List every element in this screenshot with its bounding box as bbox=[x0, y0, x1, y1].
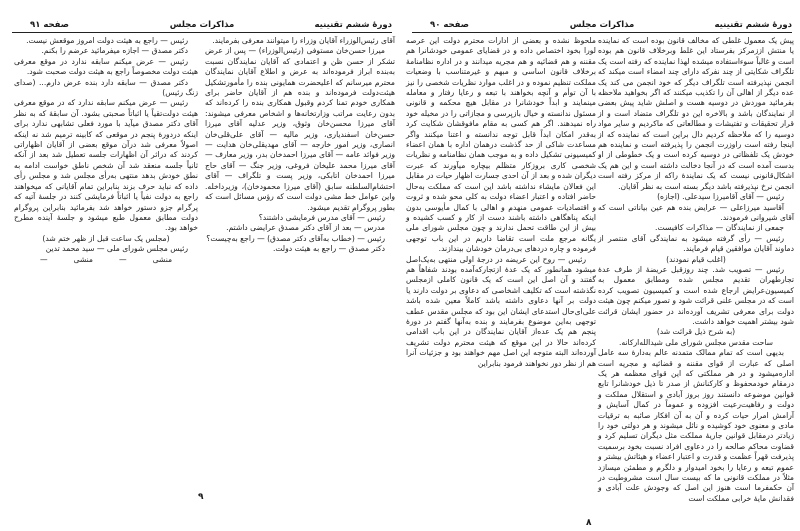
secretary-signatures bbox=[14, 255, 198, 265]
paragraph: رئیس — عرض میکنم سابقه ندارد که در موقع معرفی هیئت دولت‌تقیاً یا اثباتاً صحبتی بشود. آن سابقهٔ که به نظر آقای دکتر مصدق میآید با مورد فعلی تشابهی ندارد برای اینکه دردورهٔ پنجم در موقعی که کابینه ترمیم شد نه اینکه اصولاً معرفی شد درآن موقع بعضی از آقایان اظهاراتی کردند که دراثر آن اظهارات جلسه تعطیل شد بعد از آنکه ثانیاً جلسه منعقد شد آن شخص ناطق خواست ادامه به نطق خودش بدهد منتهی به‌رأی مجلس شد و مجلس رأی داده که نباید حرف بزند بنابراین تمام آقایانی که میخواهند راجع به دولت نفیاً یا اثباتاً فرمایشی کنند در جلسهٔ آتیه که پرگرام جزو دستور خواهد شد بفرمائید بنابراین پروگرام دولت مطابق معمول طبع میشود و جلسهٔ آینده مطرح خواهد بود. bbox=[14, 98, 198, 233]
paragraph: جمعی از نمایندگان — مذاکرات کافیست. bbox=[655, 223, 784, 233]
petition-salutation: ساحت مقدس مجلس شورای ملی شیدالله‌ارکانه. bbox=[618, 337, 774, 347]
paragraph: رئیس — رأی گرفته میشود به نمایندگی آقای منتصر از دماوند آقایان موافقین قیام فرمایند. bbox=[598, 233, 794, 254]
paragraph: رئیس — روح این عریضه در درجهٔ اولی منتهی به‌یک‌اصل میشود همانطور که یک عدهٔ ازتجارکه‌آمده بودند شفاهاً هم گفتند و آن اصل این است که یک قانون کاملی ازمجلس نگذشته است که تکلیف اشخاصی که دعاوی بر دولت دارند یا دولت بر آنها دعاوی داشته باشد کاملاً معین شده باشد علی‌ای‌حال استدعای ایشان این بود که مجلس مقدس عطف توجهی به‌این موضوع بفرمایند و بنده به‌آنها گفتم در دورهٔ پنجم هم یک عده‌از آقایان نمایندگان در این باب اقدامی کرده‌اند حالا در این موقع که هیئت محترم دولت تشریف آورده‌اند البته متوجه این اصل مهم خواهند بود و جزئیات آنرا هم از نظر دور نخواهند فرمود بنابراین bbox=[406, 254, 596, 368]
paragraph: دکتر مصدق — راجع به هیئت دولت. bbox=[272, 244, 385, 254]
session-label: دورهٔ ششم تقنینیه bbox=[714, 20, 792, 30]
session-end-note: (مجلس یک ساعت قبل از ظهر ختم شد) bbox=[42, 233, 170, 243]
session-label: دورهٔ ششم تقنینیه bbox=[314, 20, 392, 30]
page-label: صفحه ۹۰ bbox=[430, 20, 469, 30]
text-column-left bbox=[14, 36, 198, 265]
page-header bbox=[412, 20, 792, 33]
page-number: ۸ bbox=[586, 518, 592, 528]
paragraph: بدیهی است که تمام ممالک متمدنه عالم به‌دارهٔ سه عامل اصلی که عبارت از قوای مقننه و قضائیه و مجریه است اداره‌میشود و در هر مملکتی که این قوای معظمه هر یک درمقام خودمحفوظ و کارکنانش از صدر تا ذیل خودشانرا تابع قوانین موضوعه دانستند روز بروز آبادی و استقلال مملکت و دولت و رفاهیت‌رعیت افزوده و عموماً در کمال آسایش و آرامش امرار حیات کرده و آن به آن افکار صائبه به ترقیات مادی و معنوی خود کوشیده و نائل میشوند و هر دولتی خود را زیادتر درمقابل قوانین جاریهٔ مملکت مثل دیگران تسلیم کرد و قضاوت محاکم صالحه را در دعاوی افراد نسبت بخود برسمیت پذیرفت قهراً عظمت و قدرت و اعتبار اعضاء و هیئاتش بیشتر و عموم تبعه و رعایا را بخود امیدوار و دلگرم و مطمئن میسازد مثلاً در مملکت قانونی ما که بیست سال است مشروطیت در آن حکمفرما است هنوز این اصل که وجودش علت آبادی و فقدانش مایهٔ خرابی مملکت است bbox=[598, 348, 794, 503]
paragraph: مدرس — بعد از آقای دکتر مصدق عرایضی داشتم. bbox=[226, 223, 385, 233]
paragraph: رئیس — عرض میکنم سابقه ندارد در موقع معرفی هیئت دولت مخصوصاً راجع به هیئت دولت صحبت شود. bbox=[14, 56, 198, 77]
paragraph: رئیس — آقای آقامیرزا سیدعلی. (اجازه) bbox=[657, 192, 784, 202]
paragraph: میرزا حسن‌خان مستوفی (رئیس‌الوزراء) — پس از عرض تشکر از حسن ظن و اعتمادی که آقایان نمایندگان نسبت به‌بنده ابراز فرموده‌اند به عرض و اطلاع آقایان نمایندگان محترم میرسانم که اعلیحضرت همایونی بنده را مأمورتشکیل هیئت‌دولت فرموده‌اند و بنده هم از آقایان حاضر برای همکاری خودم تمنا کردم وقبول همکاری بنده را کرده‌اند که بدون رعایت مراتب وزارتخانه‌ها و اشخاص معرفی میشوند: آقای میرزا محسن‌خان وثوق، وزیر عدلیه آقای میرزا حسن‌خان اسفندیاری، وزیر مالیه — آقای علی‌قلی‌خان انصاری، وزیر امور خارجه — آقای مهدیقلی‌خان هدایت — وزیر فوائد عامه — آقای میرزا احمدخان بدر، وزیر معارف — آقای میرزا محمد علیخان فروغی، وزیر جنگ — آقای حاج میرزا احمدخان اتابکی، وزیر پست و تلگراف — آقای احتشام‌السلطنه سابق (آقای میرزا محمودخان)، وزیرداخله. واین عوامل خط مشی دولت است که رؤس مسائل است که بطور پروگرام تقدیم میشود. bbox=[205, 46, 395, 212]
paragraph: ملحوظ نشده و بعضی از ادارات محترم دولت این عرصه لورا بخود اختصاص داده و در قضایای عمومی خودشانرا هم مقننه و هم قضائیه و هم مجریه میدانند و در اداره نظامنامهٔ برخلاف قانون اساسی و مبهم و غیرمتناسب با وضعیات مملکت تنظیم نموده و در اغلب موارد نظریات شخصی را نیز با آن توأم و آنچه بخواهند با تبعه و رعایا رفتار و معامله مینمایند و ابداً خودشانرا در مقابل هیچ محکمه و قانونی مسئول ندانسته و خیال بازپرسی و مجازاتی را در مخیله خود راه نمیدهند. اگر هم کسی به مقام مافوقشان شکایت کرد به‌قدر امکان ابداً قابل توجه ندانسته و اعتنا میکنند واگر مساعدت شاکی از حد گذشت درهمان اداره با همان اعضاء کمیسیونی تشکیل داده و به موجب همان نظامنامه و نظریات شخصی کاری بروزکار متظلم بیچاره میآورند که عبرت دیگران شده و بعد از آن احدی جسارت اظهار حیات در مقابل این فعالان مایشاء نداشته باشد این است که مملکت به‌حال حاضر افتاده و اعتبار اعضاء دولت به کلی محو شده و ثروت و اقتصادیات عمومی منهدم و اهالی با کمال مأیوسی بدون اینکه پناهگاهی داشته باشند دست از کار و کسب کشیده و بیش از این طاقت تحمل ندارند و چون مجلس شورای ملی یگانه مرجع ملت است تقاضا داریم در این باب توجهی فرموده و چاره دردهای بی‌درمان خودشان بیندازند. bbox=[406, 36, 596, 254]
text-column-right bbox=[205, 36, 395, 255]
publication-title: مذاکرات مجلس bbox=[569, 20, 635, 30]
secretary-label: منشی bbox=[73, 254, 93, 264]
signature-dash: — bbox=[119, 254, 127, 264]
page-label: صفحه ۹۱ bbox=[30, 20, 69, 30]
page-number: ۹ bbox=[198, 492, 204, 502]
reading-note: (به شرح ذیل قرائت شد) bbox=[656, 327, 736, 337]
paragraph: آقاسید میرزاعلی — عرایض بنده هم عین بیاناتی است که آقای شیروانی فرمودند. bbox=[598, 202, 794, 222]
paragraph: رئیس — (خطاب به‌آقای دکتر مصدق) — راجع به‌چیست؟ bbox=[206, 233, 385, 243]
text-column-left bbox=[406, 36, 596, 369]
paragraph: پیش یک معمول غلطی که مخالف قانون بوده است که نماینده یا منتش اززمرکز بفرستاد این غلط وبرخلاف قانون هم بوده است و غالباً سوءاستفاده میشده لهذا نماینده که رفته است یک تلگراف شکایتی از چند نفرکه دارای چند امضاء است میکند که انجمن نپذیرفته است تلگراف دیگر که خود انجمن می کند یک عده دیگر از اهالی آن را تکذیب میکنند که اگر بخواهید ملاحظه بفرمائید موردش در دوسیه هست و اصلش شاید پیش بعضی از نمایندگان باشد و بالاخره این دو تلگراف متضاد است و از قرار تحقیقات و تفتیشات و مطالعاتی که ماکردیم و سایر مواد دوسیه را که ملاحظه کردیم دال براین است که نماینده که از اینجا رفته است راوزرت انجمن را پذیرفته است و نماینده هم خودش یک تلفظاتی در دوسیه کرده است و یک خطوطی از او بدست آمده است که در آنجا دخالت داشته است و این هم یک اشکال‌قانونی نیست که یک نمایندهٔ راکه از مرکز رفته است انجمن نرخ نپذیرفته باشد دیگر بسته است به نظر آقایان. bbox=[598, 36, 794, 191]
paragraph: رئیس — تصویب شد. چند روزقبل عریضهٔ از طرف عدهٔ تجارطهران تقدیم مجلس شده ومطابق معمول به کمیسیون‌عرایض ارجاع شده است و کمیسیون تصویب کرده است که در مجلس علنی قرائت شود و تصور میکنم چون هیئت دولت برای معرفی تشریف آورده‌اند در حضور ایشان قرائت شود بیشتر اهمیت خواهد داشت. bbox=[598, 264, 794, 326]
paragraph: دکتر مصدق — اجازه میفرمائید عرضم را بکنم. bbox=[41, 46, 188, 56]
paragraph: دکتر مصدق — سابقه دارد بنده عرض دارم... (صدای زنگ رئیس) bbox=[14, 77, 198, 98]
paragraph: رئیس — آقای مدرس فرمایشی داشتند؟ bbox=[258, 212, 385, 222]
secretary-label: منشی bbox=[152, 254, 173, 264]
president-signature: رئیس مجلس شورای ملی — سید محمد تدین bbox=[45, 244, 188, 254]
signature-dash: — bbox=[39, 254, 48, 264]
paragraph: رئیس — راجع به هیئت دولت امروز موقعش نیست. bbox=[26, 36, 188, 45]
text-column-right bbox=[598, 36, 794, 504]
publication-title: مذاکرات مجلس bbox=[169, 20, 235, 30]
page-header bbox=[12, 20, 392, 33]
paragraph: آقای رئیس‌الوزراء آقایان وزراء را میتوانند معرفی بفرمایند. bbox=[212, 36, 395, 45]
vote-note: (اغلب قیام نمودند) bbox=[666, 254, 726, 264]
